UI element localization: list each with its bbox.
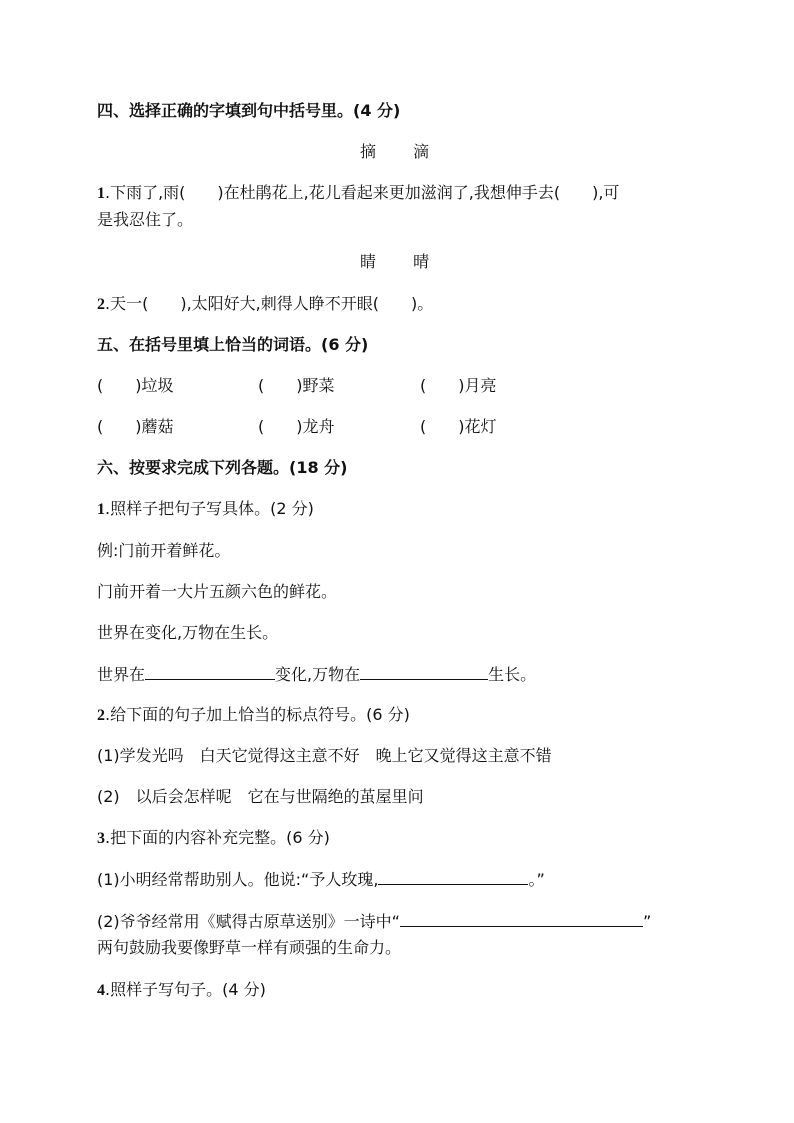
s6-q2-item2: (2) 以后会怎样呢 它在与世隔绝的茧屋里问 bbox=[97, 787, 424, 806]
s6-q1-example-label: 例:门前开着鲜花。 bbox=[97, 541, 231, 560]
s6-q1-sentence: 世界在变化,万物在生长。 bbox=[97, 623, 279, 642]
fill-text: (2)爷爷经常用《赋得古原草送别》一诗中“ bbox=[97, 912, 400, 931]
s6-q3-item2-line2: 两句鼓励我要像野草一样有顽强的生命力。 bbox=[97, 938, 402, 957]
answer-blank[interactable] bbox=[360, 663, 488, 680]
answer-blank[interactable] bbox=[378, 868, 528, 885]
fill-word-item: ( )月亮 bbox=[420, 376, 497, 395]
question-text: .给下面的句子加上恰当的标点符号。(6 分) bbox=[105, 705, 410, 724]
s4-q2-line bbox=[97, 293, 433, 316]
question-number: 2 bbox=[97, 296, 105, 313]
s6-q1-title bbox=[97, 498, 314, 521]
choice-word: 睛 bbox=[360, 252, 377, 271]
section-4-heading: 四、选择正确的字填到句中括号里。(4 分) bbox=[97, 101, 401, 120]
s6-q3-title bbox=[97, 827, 330, 850]
question-number: 1 bbox=[97, 501, 105, 518]
q1-word-choices bbox=[360, 141, 429, 163]
s6-q3-item2 bbox=[97, 910, 651, 933]
fill-word-item: ( )蘑菇 bbox=[97, 417, 174, 436]
fill-text: (1)小明经常帮助别人。他说:“予人玫瑰, bbox=[97, 870, 379, 889]
question-text: .下雨了,雨( )在杜鹃花上,花儿看起来更加滋润了,我想伸手去( ),可 bbox=[105, 183, 620, 202]
fill-word-item: ( )龙舟 bbox=[258, 417, 335, 436]
s4-q1-line2: 是我忍住了。 bbox=[97, 210, 194, 229]
choice-word: 摘 bbox=[360, 142, 377, 161]
s6-q2-item1: (1)学发光吗 白天它觉得这主意不好 晚上它又觉得这主意不错 bbox=[97, 746, 552, 765]
fill-text: 世界在 bbox=[97, 665, 146, 684]
question-number: 1 bbox=[97, 185, 105, 202]
question-text: .照样子把句子写具体。(2 分) bbox=[105, 499, 314, 518]
fill-word-item: ( )野菜 bbox=[258, 376, 335, 395]
answer-blank[interactable] bbox=[400, 910, 643, 927]
question-number: 3 bbox=[97, 830, 105, 847]
answer-blank[interactable] bbox=[145, 663, 275, 680]
s4-q1-line1 bbox=[97, 182, 619, 205]
section-6-heading: 六、按要求完成下列各题。(18 分) bbox=[97, 458, 348, 477]
s6-q1-fill-line bbox=[97, 663, 536, 686]
question-text: .天一( ),太阳好大,刺得人睁不开眼( )。 bbox=[105, 294, 434, 313]
s6-q4-title bbox=[97, 979, 266, 1002]
fill-word-item: ( )垃圾 bbox=[97, 376, 174, 395]
fill-text: ” bbox=[642, 912, 652, 931]
section-5-heading: 五、在括号里填上恰当的词语。(6 分) bbox=[97, 335, 369, 354]
fill-text: 变化,万物在 bbox=[275, 665, 361, 684]
choice-word: 滴 bbox=[413, 142, 430, 161]
q2-word-choices bbox=[360, 251, 429, 273]
question-text: .照样子写句子。(4 分) bbox=[105, 980, 266, 999]
fill-word-item: ( )花灯 bbox=[420, 417, 497, 436]
s6-q2-title bbox=[97, 704, 410, 727]
choice-word: 晴 bbox=[413, 252, 430, 271]
fill-text: 生长。 bbox=[488, 665, 537, 684]
fill-text: 。” bbox=[528, 870, 545, 889]
s6-q3-item1 bbox=[97, 868, 545, 891]
question-text: .把下面的内容补充完整。(6 分) bbox=[105, 828, 330, 847]
question-number: 2 bbox=[97, 707, 105, 724]
s6-q1-example-answer: 门前开着一大片五颜六色的鲜花。 bbox=[97, 582, 338, 601]
question-number: 4 bbox=[97, 982, 105, 999]
